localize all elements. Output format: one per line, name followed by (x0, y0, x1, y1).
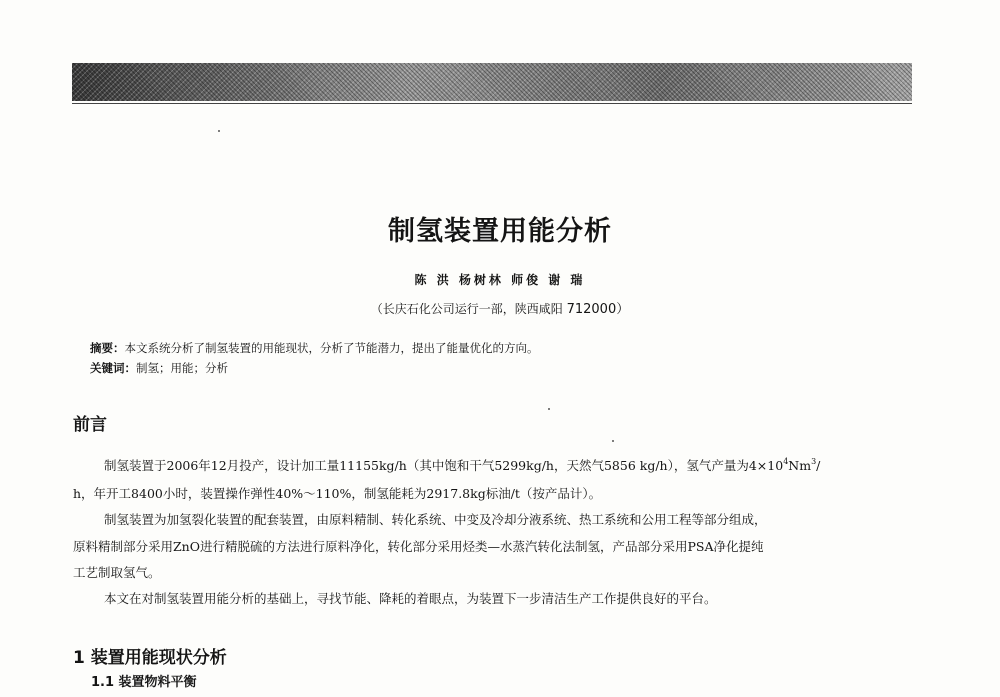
keywords-text: 制氢；用能；分析 (136, 361, 228, 375)
scan-speck (218, 130, 220, 132)
affiliation-org: （长庆石化公司运行一部，陕西咸阳 (370, 302, 563, 316)
header-banner (72, 63, 912, 101)
section-heading-1: 1 装置用能现状分析 (73, 648, 227, 668)
superscript: 4 (783, 457, 789, 466)
subsection-heading-1-1: 1.1 装置物料平衡 (91, 675, 197, 690)
keywords-label: 关键词： (90, 361, 136, 375)
affiliation-zip: 712000） (566, 302, 630, 317)
paragraph-line: 本文在对制氢装置用能分析的基础上，寻找节能、降耗的着眼点，为装置下一步清洁生产工作提供良好的平台。 (104, 591, 717, 606)
page-title: 制氢装置用能分析 (388, 216, 612, 247)
unit-text: Nm (788, 458, 812, 473)
keywords (90, 360, 228, 376)
paragraph-text: 制氢装置于2006年12月投产，设计加工量11155kg/h（其中饱和干气5299kg/h，天然气5856 kg/h），氢气产量为4×10 (104, 458, 784, 473)
paragraph-line: 原料精制部分采用ZnO进行精脱硫的方法进行原料净化，转化部分采用烃类—水蒸汽转化法制氢，产品部分采用PSA净化提纯 (73, 539, 764, 554)
scan-speck (548, 408, 550, 410)
affiliation (0, 298, 1000, 317)
abstract-text: 本文系统分析了制氢装置的用能现状，分析了节能潜力，提出了能量优化的方向。 (124, 341, 539, 355)
abstract (90, 340, 539, 356)
paragraph-line: 工艺制取氢气。 (73, 565, 161, 580)
section-heading-preface: 前言 (73, 415, 107, 435)
scan-speck (612, 440, 614, 442)
author-list: 陈 洪 杨树林 师俊 谢 瑞 (414, 273, 586, 287)
paragraph-line (104, 456, 820, 474)
abstract-label: 摘要： (90, 341, 125, 355)
paragraph-line: h，年开工8400小时，装置操作弹性40%～110%，制氢能耗为2917.8kg标油/t（按产品计）。 (73, 486, 602, 501)
paragraph-line: 制氢装置为加氢裂化装置的配套装置，由原料精制、转化系统、中变及冷却分液系统、热工系统和公用工程等部分组成， (104, 512, 767, 527)
header-rule (72, 103, 912, 104)
unit-text: / (816, 458, 821, 473)
superscript: 3 (811, 457, 817, 466)
